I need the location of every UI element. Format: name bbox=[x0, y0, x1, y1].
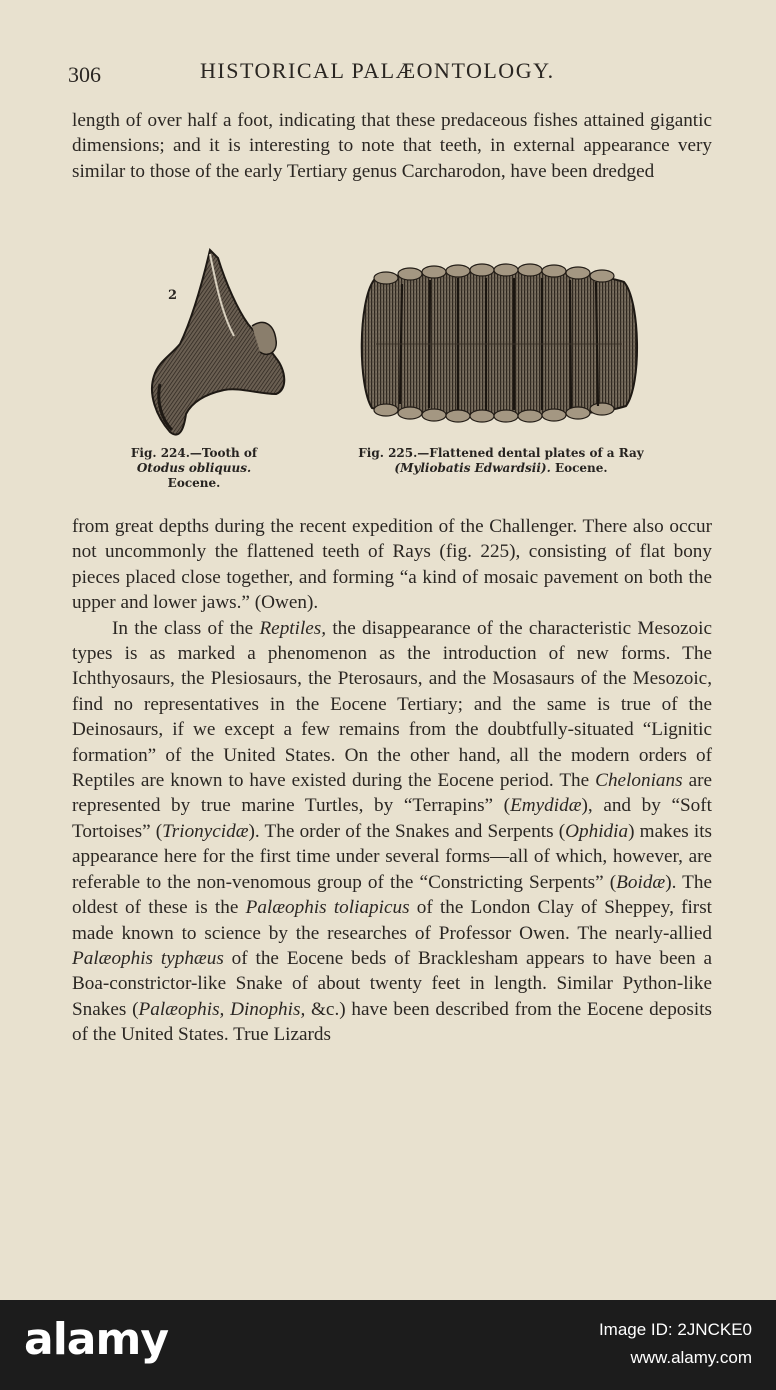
figure-225-caption bbox=[328, 446, 674, 476]
page-header bbox=[68, 56, 712, 86]
watermark-url: www.alamy.com bbox=[630, 1348, 752, 1367]
shark-tooth-illustration bbox=[140, 244, 290, 444]
stock-watermark-bar bbox=[0, 1300, 776, 1390]
page-number: 306 bbox=[68, 62, 101, 87]
image-id: Image ID: 2JNCKE0 bbox=[598, 1320, 752, 1339]
species-name: Otodus obliquus. bbox=[136, 461, 252, 475]
figure-number-label: 2 bbox=[168, 288, 178, 303]
caption-line: Fig. 224.—Tooth of bbox=[130, 446, 258, 460]
figure-224-caption bbox=[104, 446, 284, 491]
alamy-logo: alamy bbox=[24, 1314, 168, 1365]
paragraph-reptiles: In the class of the Reptiles, the disappearance of the characteristic Mesozoic types is as marked a phenomenon as the introduction of new forms. The Ichthyosaurs, the Plesiosaurs, the Pterosaurs, and the Mosasaurs of the Mesozoic, find no representatives in the Eocene Tertiary; and the same is true of the Deinosaurs, if we except a few remains from the doubtfully-situated “Lignitic formation” of the United States. On the other hand, all the modern orders of Reptiles are known to have existed during the Eocene period. The Chelonians are represented by true marine Turtles, by “Terrapins” (Emydidæ), and by “Soft Tortoises” (Trionycidæ). The order of the Snakes and Serpents (Ophidia) makes its appearance here for the first time under several forms—all of which, however, are referable to the non-venomous group of the “Constricting Serpents” (Boidæ). The oldest of these is the Palæophis toliapicus of the London Clay of Sheppey, first made known to science by the researches of Professor Owen. The nearly-allied Palæophis typhæus of the Eocene beds of Bracklesham appears to have been a Boa-constrictor-like Snake of about twenty feet in length. Similar Python-like Snakes (Palæophis, Dinophis, &c.) have been described from the Eocene deposits of the United States. True Lizards bbox=[72, 617, 713, 1046]
paragraph-continued: length of over half a foot, indicating that these predaceous fishes attained gigantic dimensions; and it is interesting to note that teeth, in external appearance very similar to those of the early Tertiary genus Carcharodon, have been dredged bbox=[72, 110, 712, 182]
caption-line: Fig. 225.—Flattened dental plates of a Ray bbox=[358, 446, 644, 460]
species-name: (Myliobatis Edwardsii). bbox=[394, 461, 551, 475]
caption-line: Eocene. bbox=[167, 476, 221, 490]
body-text-bottom bbox=[72, 514, 712, 1048]
running-head: HISTORICAL PALÆONTOLOGY. bbox=[200, 58, 555, 83]
ray-dental-plates-illustration bbox=[356, 260, 640, 426]
caption-epoch: Eocene. bbox=[554, 461, 608, 475]
paragraph-challenger: from great depths during the recent expedition of the Challenger. There also occur not uncommonly the flattened teeth of Rays (fig. 225), consisting of flat bony pieces placed close together, and forming “a kind of mosaic pavement on both the upper and lower jaws.” (Owen). bbox=[72, 516, 712, 614]
body-text-top bbox=[72, 108, 712, 184]
